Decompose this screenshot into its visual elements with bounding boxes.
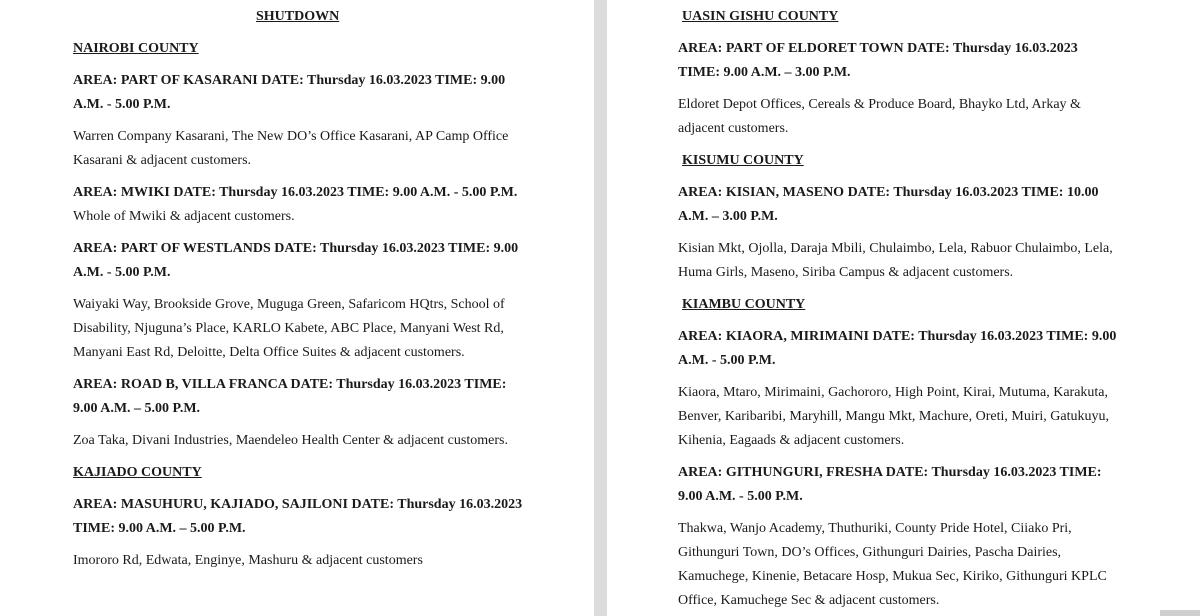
customers-githunguri-line1: Thakwa, Wanjo Academy, Thuthuriki, County Pride Hotel, Ciiako Pri, — [678, 521, 1072, 536]
area-githunguri-line1: AREA: GITHUNGURI, FRESHA DATE: Thursday 16.03.2023 TIME: — [678, 465, 1102, 480]
area-masuhuru-line1: AREA: MASUHURU, KAJIADO, SAJILONI DATE: Thursday 16.03.2023 — [73, 497, 523, 512]
county-heading-kajiado: KAJIADO COUNTY — [73, 465, 202, 480]
area-masuhuru-line2: TIME: 9.00 A.M. – 5.00 P.M. — [73, 521, 246, 536]
scrollbar-thumb[interactable] — [1160, 610, 1200, 616]
county-heading-uasin-gishu: UASIN GISHU COUNTY — [682, 9, 839, 24]
area-road-b-line1: AREA: ROAD B, VILLA FRANCA DATE: Thursday 16.03.2023 TIME: — [73, 377, 507, 392]
customers-githunguri-line4: Office, Kamuchege Sec & adjacent customers. — [678, 593, 940, 608]
customers-westlands-line1: Waiyaki Way, Brookside Grove, Muguga Green, Safaricom HQtrs, School of — [73, 297, 505, 312]
area-eldoret-line1: AREA: PART OF ELDORET TOWN DATE: Thursday 16.03.2023 — [678, 41, 1078, 56]
customers-kasarani-line2: Kasarani & adjacent customers. — [73, 153, 252, 168]
area-kasarani-line1: AREA: PART OF KASARANI DATE: Thursday 16.03.2023 TIME: 9.00 — [73, 73, 506, 88]
customers-masuhuru-line1: Imororo Rd, Edwata, Enginye, Mashuru & adjacent customers — [73, 553, 423, 568]
customers-westlands-line2: Disability, Njuguna’s Place, KARLO Kabete, ABC Place, Manyani West Rd, — [73, 321, 504, 336]
area-kisian-line2: A.M. – 3.00 P.M. — [678, 209, 778, 224]
customers-kiaora-line3: Kihenia, Eagaads & adjacent customers. — [678, 433, 905, 448]
area-kisian-line1: AREA: KISIAN, MASENO DATE: Thursday 16.03.2023 TIME: 10.00 — [678, 185, 1099, 200]
customers-kisian-line1: Kisian Mkt, Ojolla, Daraja Mbili, Chulaimbo, Lela, Rabuor Chulaimbo, Lela, — [678, 241, 1113, 256]
customers-kiaora-line1: Kiaora, Mtaro, Mirimaini, Gachororo, High Point, Kirai, Mutuma, Karakuta, — [678, 385, 1109, 400]
area-kiaora-line2: A.M. - 5.00 P.M. — [678, 353, 776, 368]
area-kasarani-line2: A.M. - 5.00 P.M. — [73, 97, 171, 112]
page-title: SHUTDOWN — [256, 9, 340, 24]
customers-eldoret-line1: Eldoret Depot Offices, Cereals & Produce Board, Bhayko Ltd, Arkay & — [678, 97, 1081, 112]
customers-mwiki-line1: Whole of Mwiki & adjacent customers. — [73, 209, 295, 224]
customers-githunguri-line3: Kamuchege, Kinenie, Betacare Hosp, Mukua Sec, Kiriko, Githunguri KPLC — [678, 569, 1107, 584]
area-kiaora-line1: AREA: KIAORA, MIRIMAINI DATE: Thursday 16.03.2023 TIME: 9.00 — [678, 329, 1117, 344]
customers-road-b-line1: Zoa Taka, Divani Industries, Maendeleo Health Center & adjacent customers. — [73, 433, 508, 448]
area-road-b-line2: 9.00 A.M. – 5.00 P.M. — [73, 401, 201, 416]
page-gutter — [594, 0, 607, 616]
customers-kisian-line2: Huma Girls, Maseno, Siriba Campus & adjacent customers. — [678, 265, 1014, 280]
area-mwiki-line1: AREA: MWIKI DATE: Thursday 16.03.2023 TIME: 9.00 A.M. - 5.00 P.M. — [73, 185, 518, 200]
county-heading-nairobi: NAIROBI COUNTY — [73, 41, 199, 56]
county-heading-kiambu: KIAMBU COUNTY — [682, 297, 806, 312]
customers-githunguri-line2: Githunguri Town, DO’s Offices, Githunguri Dairies, Pascha Dairies, — [678, 545, 1062, 560]
customers-kasarani-line1: Warren Company Kasarani, The New DO’s Office Kasarani, AP Camp Office — [73, 129, 509, 144]
customers-westlands-line3: Manyani East Rd, Deloitte, Delta Office Suites & adjacent customers. — [73, 345, 465, 360]
area-githunguri-line2: 9.00 A.M. - 5.00 P.M. — [678, 489, 803, 504]
document-page-right — [607, 0, 1200, 616]
customers-kiaora-line2: Benver, Karibaribi, Maryhill, Mangu Mkt, Machure, Oreti, Muiri, Gatukuyu, — [678, 409, 1110, 424]
county-heading-kisumu: KISUMU COUNTY — [682, 153, 804, 168]
area-westlands-line2: A.M. - 5.00 P.M. — [73, 265, 171, 280]
document-page-left — [0, 0, 594, 616]
customers-eldoret-line2: adjacent customers. — [678, 121, 789, 136]
area-westlands-line1: AREA: PART OF WESTLANDS DATE: Thursday 16.03.2023 TIME: 9.00 — [73, 241, 519, 256]
area-eldoret-line2: TIME: 9.00 A.M. – 3.00 P.M. — [678, 65, 851, 80]
